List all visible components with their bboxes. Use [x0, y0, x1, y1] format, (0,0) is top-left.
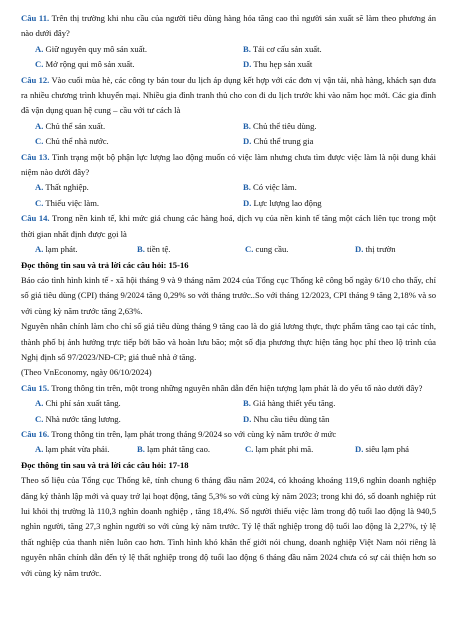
question-11 [21, 11, 436, 42]
question-text: Trong nền kinh tế, khi mức giá chung các hàng hoá, dịch vụ của nền kinh tế tăng một cách liên tục trong một thời gian nhất định được gọi là [21, 213, 436, 239]
question-13 [21, 150, 436, 181]
option-a[interactable] [21, 396, 243, 411]
option-a[interactable] [21, 442, 137, 457]
options-row [21, 196, 436, 211]
option-letter: B. [243, 120, 251, 131]
option-text: Chủ thể nhà nước. [45, 136, 109, 147]
option-d[interactable] [243, 196, 450, 211]
question-text: Vào cuối mùa hè, các công ty bán tour du lịch áp dụng kết hợp với các đơn vị vận tải, nhà hàng, khách sạn đưa ra nhiều chương trình khuyến mại. Nhiều gia đình tranh thủ cho con đi du lịch trước khi vào năm học mới. Các gia đình đã vận dụng quan hệ cung – cầu với tư cách là [21, 74, 436, 116]
option-b[interactable] [243, 396, 450, 411]
option-text: Nhu cầu tiêu dùng tăn [253, 413, 330, 424]
option-letter: C. [245, 444, 254, 455]
option-letter: D. [243, 59, 252, 70]
option-text: thị trườn [365, 244, 396, 255]
options-row [21, 242, 436, 257]
reading-paragraph: Nguyên nhân chính làm cho chỉ số giá tiêu dùng tháng 9 tăng cao là do giá lương thực, thực phẩm tăng cao tại các tỉnh, thành phố bị ảnh hưởng trực tiếp bởi bão và hoàn lưu bão; một số địa phương thực hiện tăng học phí theo lộ trình của Nghị định số 97/2023/NĐ-CP; giá thuê nhà ở tăng. [21, 321, 436, 362]
option-c[interactable] [245, 242, 355, 257]
option-a[interactable] [21, 42, 243, 57]
option-text: Có việc làm. [253, 182, 297, 193]
option-text: Thất nghiệp. [45, 182, 89, 193]
question-text: Trên thị trường khi nhu cầu của người tiêu dùng hàng hóa tăng cao thì người sản xuất sẽ làm theo phương án nào dưới đây? [21, 13, 436, 39]
option-letter: B. [243, 182, 251, 193]
question-text: Trong thông tin trên, lạm phát trong tháng 9/2024 so với cùng kỳ năm trước ở mức [51, 428, 337, 439]
option-letter: D. [243, 197, 252, 208]
options-row [21, 134, 436, 149]
reading-paragraph: Báo cáo tình hình kinh tế - xã hội tháng 9 và 9 tháng năm 2024 của Tổng cục Thống kê công bố ngày 6/10 cho thấy, chỉ số giá tiêu dùng (CPI) tháng 9/2024 tăng 0,29% so với tháng trước..So với tháng 12/2023, CPI tháng 9 tăng 2,18% và so với cùng kỳ năm trước tăng 2,63%. [21, 274, 436, 316]
question-number: Câu 12. [21, 74, 50, 85]
option-text: Giá hàng thiết yếu tăng. [253, 398, 336, 409]
section-heading: Đọc thông tin sau và trả lời các câu hỏi: 15-16 [21, 259, 189, 270]
option-text: Chi phí sản xuất tăng. [45, 398, 121, 409]
option-letter: A. [35, 120, 44, 131]
option-d[interactable] [355, 242, 450, 257]
option-letter: A. [35, 398, 44, 409]
option-text: lạm phát. [45, 244, 78, 255]
option-letter: D. [243, 136, 252, 147]
source-citation: (Theo VnEconomy, ngày 06/10/2024) [21, 367, 152, 378]
options-row [21, 442, 436, 457]
option-c[interactable] [21, 196, 243, 211]
question-15 [21, 381, 436, 396]
question-text: Trong thông tin trên, một trong những nguyên nhân dẫn đến hiện tượng lạm phát là do yếu tố nào dưới đây? [51, 382, 423, 393]
option-text: Chủ thể trung gia [253, 136, 314, 147]
option-c[interactable] [21, 134, 243, 149]
option-letter: D. [243, 413, 252, 424]
option-text: Thu hẹp sản xuất [253, 59, 313, 70]
options-row [21, 180, 436, 195]
option-text: Tái cơ cấu sản xuất. [252, 43, 322, 54]
option-b[interactable] [137, 242, 245, 257]
option-c[interactable] [245, 442, 355, 457]
options-row [21, 57, 436, 72]
option-a[interactable] [21, 242, 137, 257]
option-a[interactable] [21, 119, 243, 134]
question-number: Câu 15. [21, 382, 50, 393]
option-letter: B. [243, 398, 251, 409]
option-text: lạm phát tăng cao. [147, 444, 211, 455]
question-number: Câu 14. [21, 213, 50, 224]
option-text: lạm phát phi mã. [255, 444, 314, 455]
option-letter: C. [245, 244, 254, 255]
option-text: lạm phát vừa phải. [45, 444, 110, 455]
option-d[interactable] [243, 57, 450, 72]
option-letter: C. [35, 59, 44, 70]
option-letter: D. [355, 244, 364, 255]
option-d[interactable] [243, 134, 450, 149]
question-text: Tình trạng một bộ phận lực lượng lao động muốn có việc làm nhưng chưa tìm được việc làm là nội dung khái niệm nào dưới đây? [21, 151, 436, 178]
section-heading: Đọc thông tin sau và trả lời các câu hỏi: 17-18 [21, 459, 189, 470]
option-letter: A. [35, 43, 44, 54]
options-row [21, 119, 436, 134]
option-text: Chủ thể sản xuất. [45, 120, 106, 131]
question-16 [21, 427, 436, 442]
question-number: Câu 13. [21, 151, 50, 162]
question-number: Câu 16. [21, 428, 50, 439]
option-d[interactable] [243, 412, 450, 427]
options-row [21, 42, 436, 57]
option-text: siêu lạm phá [365, 444, 409, 455]
option-letter: B. [137, 244, 145, 255]
option-letter: C. [35, 197, 44, 208]
option-letter: B. [243, 43, 251, 54]
option-c[interactable] [21, 412, 243, 427]
question-14 [21, 211, 436, 242]
option-b[interactable] [137, 442, 245, 457]
option-b[interactable] [243, 42, 450, 57]
option-c[interactable] [21, 57, 243, 72]
option-letter: B. [137, 444, 145, 455]
option-text: Mở rộng qui mô sản xuất. [45, 59, 135, 70]
option-letter: D. [355, 444, 364, 455]
option-text: Lực lượng lao động [253, 197, 322, 208]
option-text: tiền tệ. [147, 244, 171, 255]
option-text: Chủ thể tiêu dùng. [253, 120, 317, 131]
options-row [21, 396, 436, 411]
question-number: Câu 11. [21, 13, 50, 23]
option-b[interactable] [243, 119, 450, 134]
option-a[interactable] [21, 180, 243, 195]
option-text: Thiếu việc làm. [45, 197, 100, 208]
option-text: Nhà nước tăng lương. [45, 413, 121, 424]
options-row [21, 412, 436, 427]
option-letter: A. [35, 444, 44, 455]
option-text: cung cầu. [255, 244, 289, 255]
option-b[interactable] [243, 180, 450, 195]
option-letter: A. [35, 244, 44, 255]
question-12 [21, 73, 436, 119]
option-letter: A. [35, 182, 44, 193]
option-d[interactable] [355, 442, 450, 457]
option-letter: C. [35, 413, 44, 424]
option-letter: C. [35, 136, 44, 147]
reading-paragraph: Theo số liệu của Tổng cục Thống kê, tính chung 6 tháng đầu năm 2024, có khoảng khoảng 119,6 nghìn doanh nghiệp đăng ký thành lập mới và quay trở lại hoạt động, tăng 5,3% so với cùng kỳ năm 2023; trong khi đó, số doanh nghiệp rút lui khỏi thị trường là 110,3 nghìn doanh nghiệp , tăng 18,4%. Số người thiếu việc làm trong độ tuổi lao động là 940,5 nghìn người, tăng 27,3 nghìn người so với cùng kỳ năm trước. Tỷ lệ thất nghiệp trong độ tuổi lao động là 2,27%, tỷ lệ thất nghiệp của thanh niên luôn cao hơn. Tình hình khó khăn thế giới nói chung, doanh nghiệp Việt Nam nói riêng là nguyên nhân chính dẫn đến tỷ lệ thất nghiệp trong độ tuổi lao động 6 tháng đầu năm 2024 chưa có sự cải thiện hơn so với cùng kỳ năm trước. [21, 475, 436, 578]
option-text: Giữ nguyên quy mô sản xuất. [45, 43, 148, 54]
